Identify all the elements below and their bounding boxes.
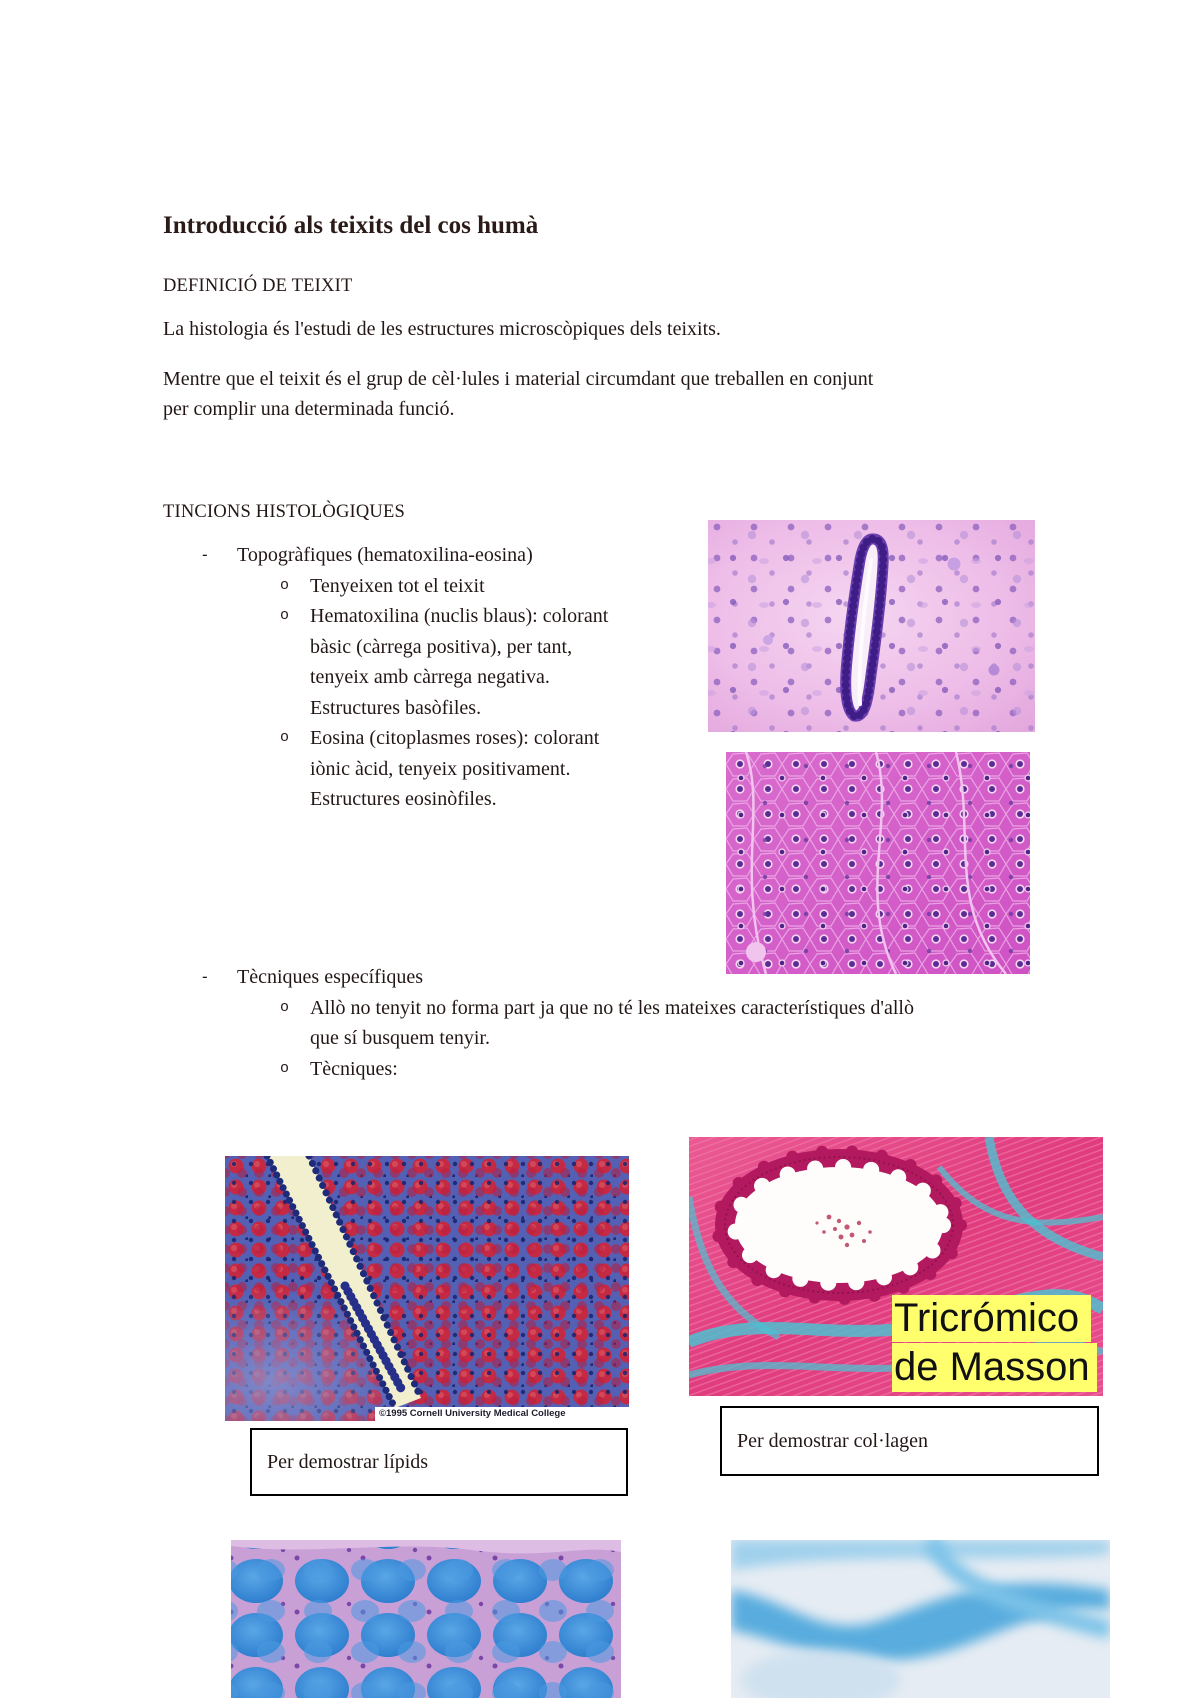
bullet-marker: o: [280, 729, 290, 746]
paragraph-tissue: [163, 364, 873, 424]
vessel-space: [746, 942, 766, 962]
sub-item-line: tenyeix amb càrrega negativa.: [310, 666, 550, 688]
list-specific-techniques: [0, 962, 1200, 1084]
bullet-marker: o: [280, 1059, 290, 1077]
dash-marker: -: [202, 545, 208, 564]
sub-item-line: Estructures eosinòfiles.: [310, 788, 497, 810]
sub-item-line: bàsic (càrrega positiva), per tant,: [310, 635, 573, 658]
micrograph-he-tubule: [708, 520, 1035, 732]
overlay-label-line-2: de Masson: [892, 1343, 1097, 1392]
gland-texture: [231, 1540, 621, 1698]
micrograph-image: [708, 520, 1035, 732]
micrograph-image: [726, 752, 1030, 974]
list-item-label: Topogràfiques (hematoxilina-eosina): [237, 544, 533, 566]
sub-item-line: Allò no tenyit no forma part ja que no té les mateixes característiques d'allò: [310, 996, 914, 1019]
section-heading-definition: DEFINICIÓ DE TEIXIT: [163, 276, 353, 296]
sub-item-unstained: [0, 993, 1200, 1054]
micrograph-image: [231, 1540, 621, 1698]
image-credit: ©1995 Cornell University Medical College: [375, 1407, 629, 1421]
section-heading-stains: TINCIONS HISTOLÒGIQUES: [163, 502, 405, 522]
overlay-label-line-1: Tricrómico: [892, 1295, 1091, 1342]
dash-marker: -: [202, 967, 208, 986]
micrograph-image: [225, 1156, 629, 1421]
bullet-marker: o: [280, 607, 290, 624]
micrograph-image: [731, 1540, 1110, 1698]
caption-collagen: Per demostrar col·lagen: [720, 1406, 1099, 1476]
cell: [989, 665, 1000, 676]
sub-item-techniques: [0, 1054, 1200, 1085]
micrograph-pale-blue: [731, 1540, 1110, 1698]
sub-item-line: Tenyeixen tot el teixit: [310, 574, 485, 597]
paragraph-line: Mentre que el teixit és el grup de cèl·lules i material circumdant que treballen en conjunt: [163, 368, 874, 390]
bullet-marker: o: [280, 998, 290, 1016]
page-title: Introducció als teixits del cos humà: [163, 212, 539, 239]
sub-item-line: Tècniques:: [310, 1057, 398, 1080]
sub-item-line: iònic àcid, tenyeix positivament.: [310, 757, 571, 780]
micrograph-he-liver: [726, 752, 1030, 974]
sub-item-line: Estructures basòfiles.: [310, 696, 482, 719]
paragraph-line: per complir una determinada funció.: [163, 398, 455, 420]
micrograph-lipids: [225, 1156, 629, 1421]
micrograph-blue-glands: [231, 1540, 621, 1698]
list-item-label: Tècniques específiques: [237, 966, 424, 988]
sub-item-line: que sí busquem tenyir.: [310, 1027, 490, 1049]
sub-item-line: Hematoxilina (nuclis blaus): colorant: [310, 605, 609, 627]
paragraph-histology: La histologia és l'estudi de les estructures microscòpiques dels teixits.: [163, 318, 721, 340]
sub-item-line: Eosina (citoplasmes roses): colorant: [310, 727, 600, 749]
bullet-marker: o: [280, 576, 290, 594]
micrograph-masson: [689, 1137, 1103, 1396]
cell: [763, 635, 773, 645]
cell: [948, 558, 961, 571]
caption-lipids: Per demostrar lípids: [250, 1428, 628, 1496]
